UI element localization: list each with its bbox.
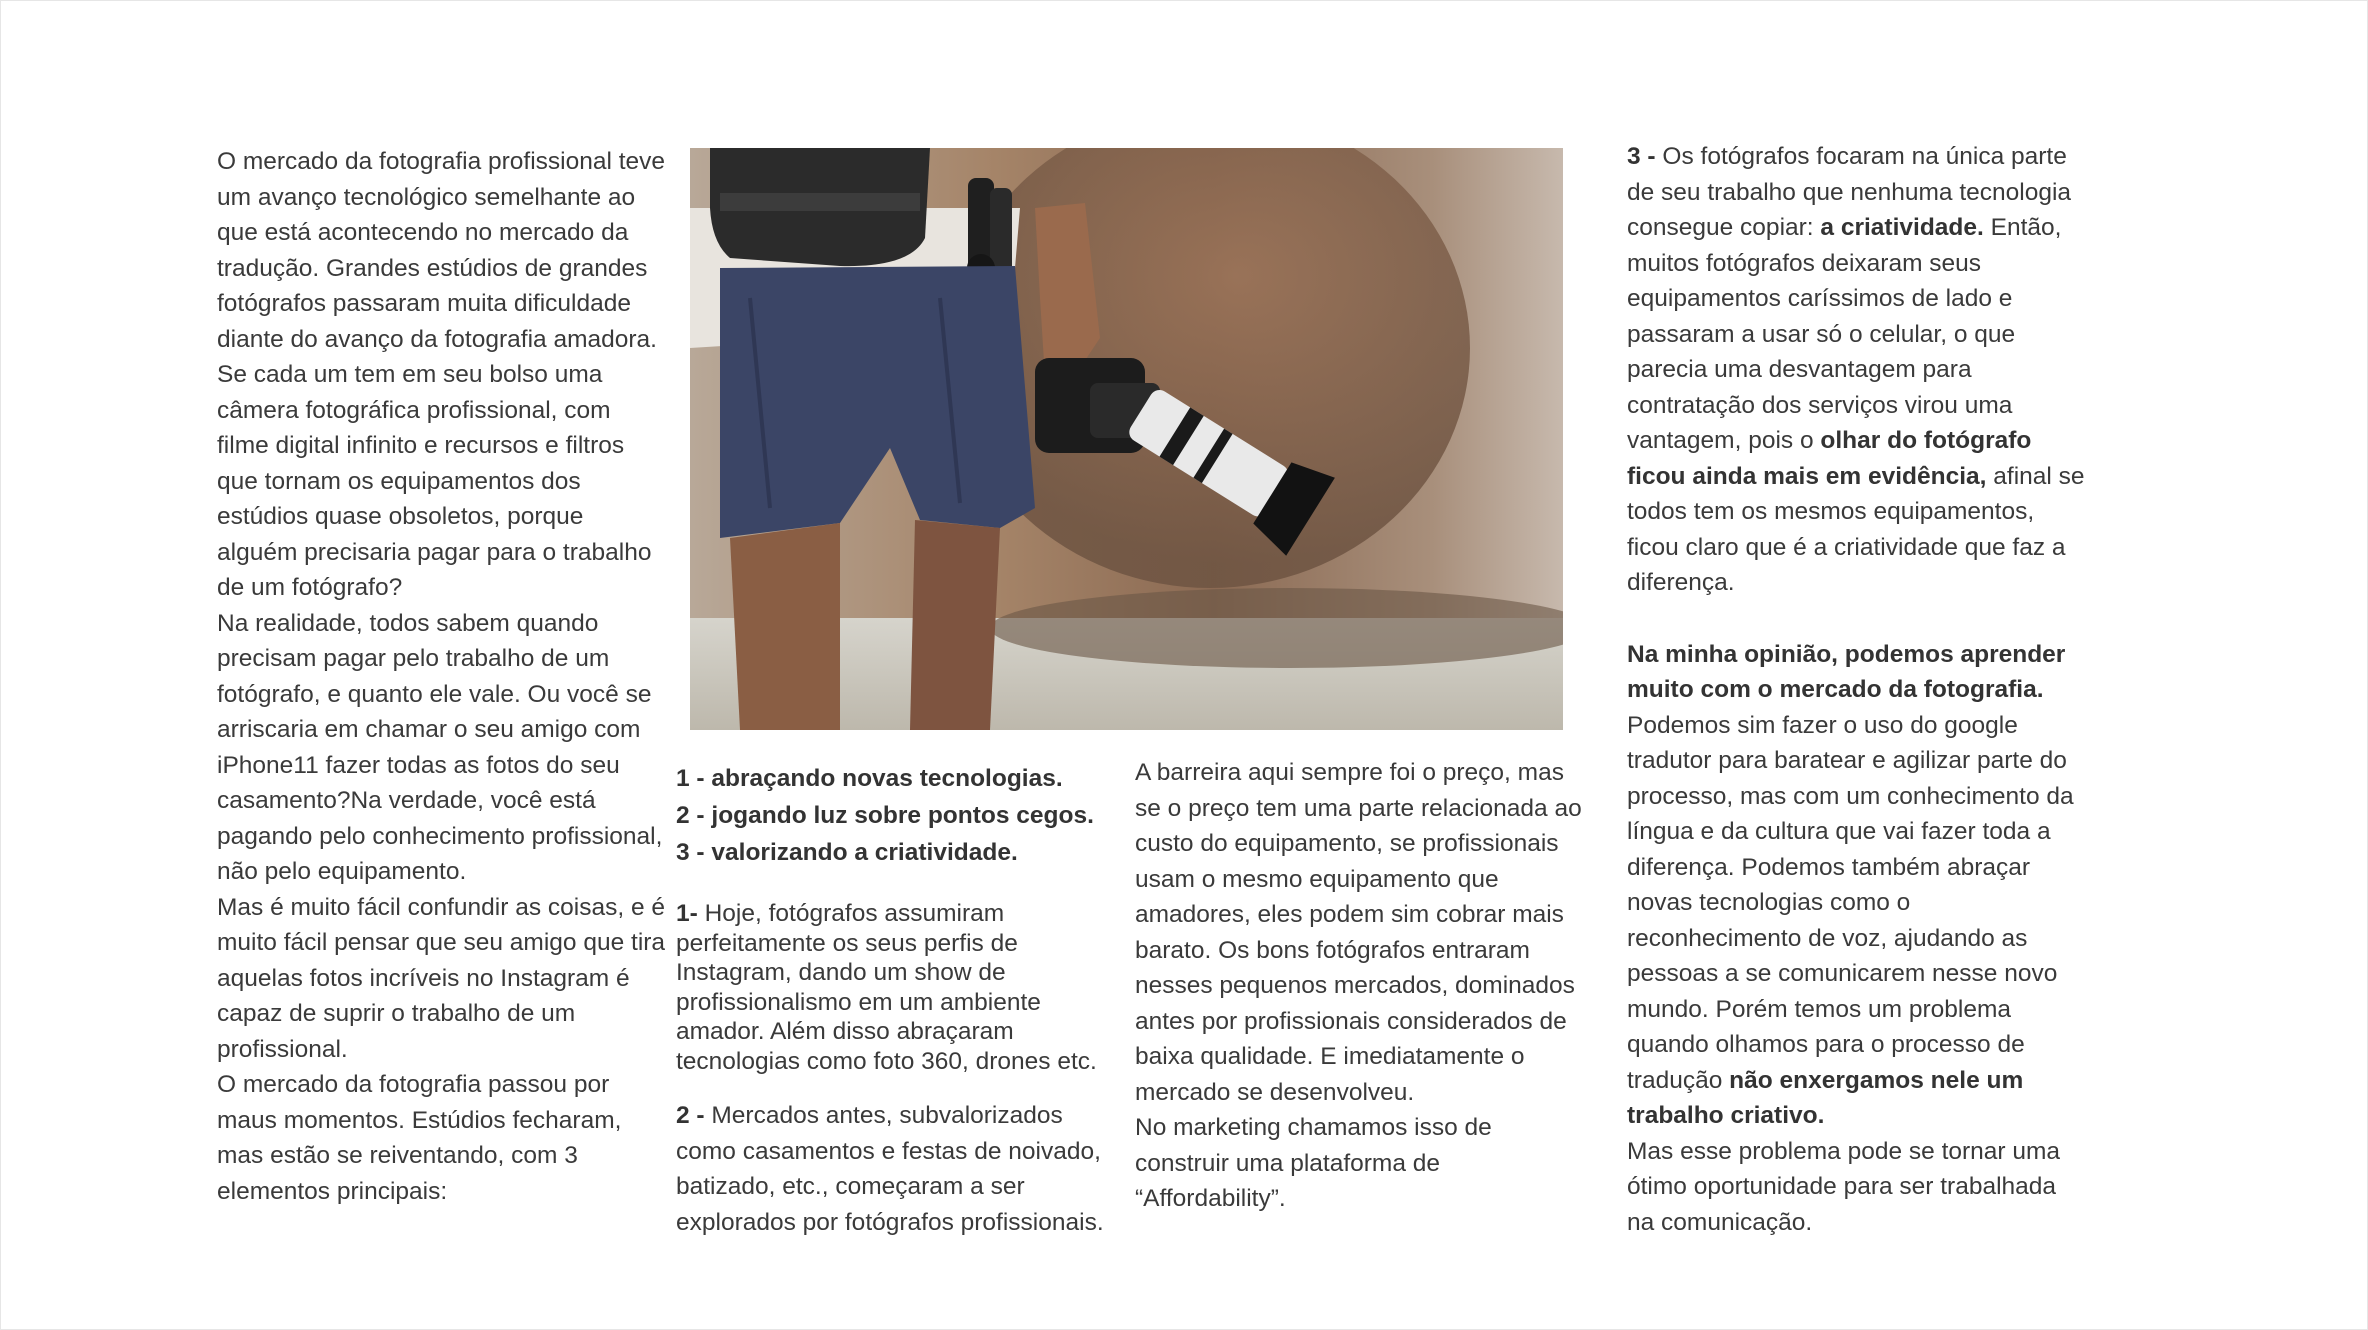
affordability-paragraph-2: No marketing chamamos isso de construir uma plataforma de “Affordability”. [1135, 1114, 1492, 1212]
column-intro [217, 144, 667, 1209]
element-detail-1-label: 1- [676, 900, 698, 927]
intro-paragraph-1: O mercado da fotografia profissional teve um avanço tecnológico semelhante ao que está acontecendo no mercado da tradução. Grandes estúdios de grandes fotógrafos passaram muita dificuldade diante do avanço da fotografia amadora. Se cada um tem em seu bolso uma câmera fotográfica profissional, com filme digital infinito e recursos e filtros que tornam os equipamentos dos estúdios quase obsoletos, porque alguém precisaria pagar para o trabalho de um fotógrafo? [217, 148, 666, 601]
element-detail-2 [676, 1098, 1128, 1240]
creativity-text-e: afinal se todos tem os mesmos equipamentos, ficou claro que é a criatividade que faz a diferença. [1627, 462, 2085, 596]
creativity-bold-b: a criatividade. [1820, 214, 1984, 241]
opinion-text-a: Podemos sim fazer o uso do google tradutor para baratear e agilizar parte do processo, mas com um conhecimento da língua e da cultura que vai fazer toda a diferença. Podemos também abraçar novas tecnologias como o reconhecimento de voz, ajudando as pessoas a se comunicarem nesse novo mundo. Porém temos um problema quando olhamos para o processo de tradução [1627, 711, 2074, 1094]
element-detail-1-text: Hoje, fotógrafos assumiram perfeitamente os seus perfis de Instagram, dando um show de profissionalismo em um ambiente amador. Além disso abraçaram tecnologias como foto 360, drones etc. [676, 900, 1097, 1075]
creativity-paragraph [1627, 139, 2087, 601]
creativity-label: 3 - [1627, 143, 1656, 170]
element-list-item-1: 1 - abraçando novas tecnologias. [676, 765, 1063, 792]
intro-paragraph-4: O mercado da fotografia passou por maus momentos. Estúdios fecharam, mas estão se reiventando, com 3 elementos principais: [217, 1071, 622, 1205]
opinion-paragraph [1627, 637, 2087, 1134]
intro-paragraph-3: Mas é muito fácil confundir as coisas, e é muito fácil pensar que seu amigo que tira aquelas fotos incríveis no Instagram é capaz de suprir o trabalho de um profissional. [217, 893, 666, 1063]
opinion-bold-b: não enxergamos nele um trabalho criativo. [1627, 1066, 2024, 1129]
element-detail-2-label: 2 - [676, 1102, 705, 1129]
intro-paragraph-2: Na realidade, todos sabem quando precisam pagar pelo trabalho de um fotógrafo, e quanto ele vale. Ou você se arriscaria em chamar o seu amigo com iPhone11 fazer todas as fotos do seu casamento?Na verdade, você está pagando pelo conhecimento profissional, não pelo equipamento. [217, 609, 663, 885]
element-list-item-3: 3 - valorizando a criatividade. [676, 839, 1018, 866]
element-detail-1 [676, 899, 1128, 1076]
element-detail-2-text: Mercados antes, subvalorizados como casamentos e festas de noivado, batizado, etc., começaram a ser explorados por fotógrafos profissionais. [676, 1102, 1104, 1236]
closing-paragraph: Mas esse problema pode se tornar uma ótimo oportunidade para ser trabalhada na comunicação. [1627, 1137, 2061, 1236]
photographer-image [690, 148, 1563, 730]
element-list-item-2: 2 - jogando luz sobre pontos cegos. [676, 802, 1094, 829]
opinion-heading: Na minha opinião, podemos aprender muito com o mercado da fotografia. [1627, 640, 2066, 703]
affordability-paragraph-1: A barreira aqui sempre foi o preço, mas se o preço tem uma parte relacionada ao custo do equipamento, se profissionais usam o mesmo equipamento que amadores, eles podem sim cobrar mais barato. Os bons fotógrafos entraram nesses pequenos mercados, dominados antes por profissionais considerados de baixa qualidade. E imediatamente o mercado se desenvolveu. [1135, 759, 1582, 1106]
creativity-text-c: Então, muitos fotógrafos deixaram seus equipamentos caríssimos de lado e passaram a usar só o celular, o que parecia uma desvantagem para contratação dos serviços virou uma vantagem, pois o [1627, 214, 2062, 454]
creativity-bold-d: olhar do fotógrafo ficou ainda mais em evidência, [1627, 427, 2032, 490]
column-creativity [1627, 139, 2087, 1240]
column-affordability [1135, 755, 1585, 1217]
creativity-text-a: Os fotógrafos focaram na única parte de seu trabalho que nenhuma tecnologia consegue copiar: [1627, 143, 2072, 241]
column-elements [676, 760, 1128, 1240]
